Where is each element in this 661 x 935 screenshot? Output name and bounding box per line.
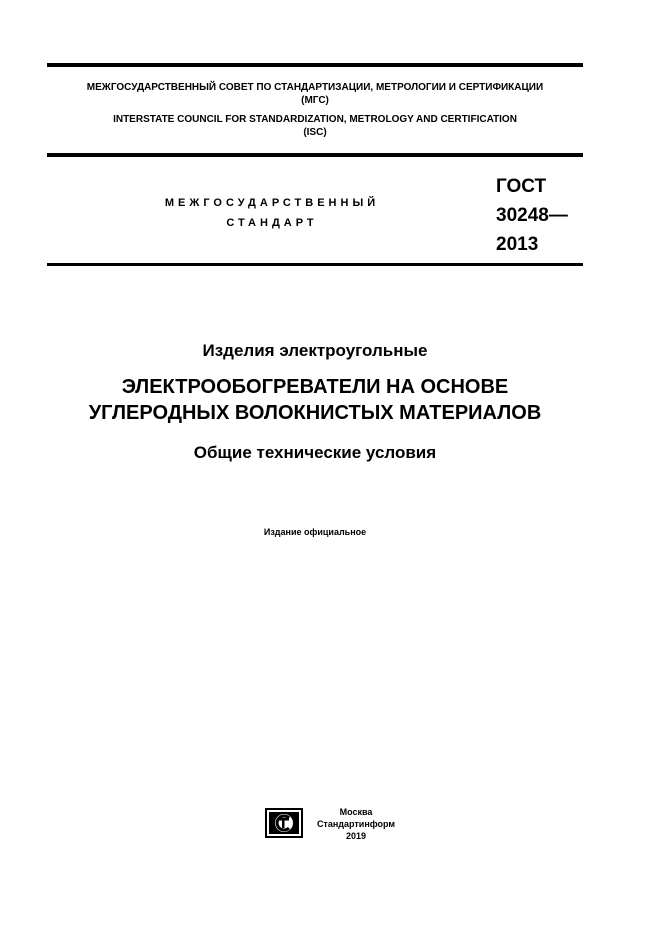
council-abbr-ru: (МГС) bbox=[301, 95, 329, 106]
publisher-city: Москва bbox=[339, 807, 373, 817]
main-title-line1: ЭЛЕКТРООБОГРЕВАТЕЛИ НА ОСНОВЕ bbox=[121, 376, 509, 398]
council-name-en bbox=[47, 113, 583, 139]
gost-designation bbox=[496, 172, 568, 259]
publisher-info bbox=[306, 806, 406, 842]
council-name-ru bbox=[47, 81, 583, 107]
council-abbr-en: (ISC) bbox=[303, 127, 327, 138]
gost-year: 2013 bbox=[496, 234, 539, 255]
edition-label: Издание официальное bbox=[263, 527, 367, 537]
bottom-divider bbox=[47, 263, 583, 266]
council-name-ru-line: МЕЖГОСУДАРСТВЕННЫЙ СОВЕТ ПО СТАНДАРТИЗАЦИИ, МЕТРОЛОГИИ И СЕРТИФИКАЦИИ bbox=[86, 82, 544, 93]
standard-type-line1: МЕЖГОСУДАРСТВЕННЫЙ bbox=[164, 197, 380, 209]
gost-prefix: ГОСТ bbox=[496, 176, 547, 197]
gost-number: 30248— bbox=[496, 205, 568, 226]
standard-type-line2: СТАНДАРТ bbox=[226, 217, 318, 229]
top-divider bbox=[47, 63, 583, 67]
middle-divider bbox=[47, 153, 583, 157]
publisher-name: Стандартинформ bbox=[316, 819, 396, 829]
document-subtitle: Общие технические условия bbox=[193, 443, 437, 462]
standard-type-label bbox=[140, 193, 404, 233]
product-group-title: Изделия электроугольные bbox=[202, 341, 428, 360]
main-title-line2: УГЛЕРОДНЫХ ВОЛОКНИСТЫХ МАТЕРИАЛОВ bbox=[88, 402, 542, 424]
standartinform-logo-icon bbox=[265, 808, 303, 838]
council-name-en-line: INTERSTATE COUNCIL FOR STANDARDIZATION, METROLOGY AND CERTIFICATION bbox=[113, 114, 517, 125]
publication-year: 2019 bbox=[345, 831, 367, 841]
document-main-title bbox=[47, 374, 583, 426]
